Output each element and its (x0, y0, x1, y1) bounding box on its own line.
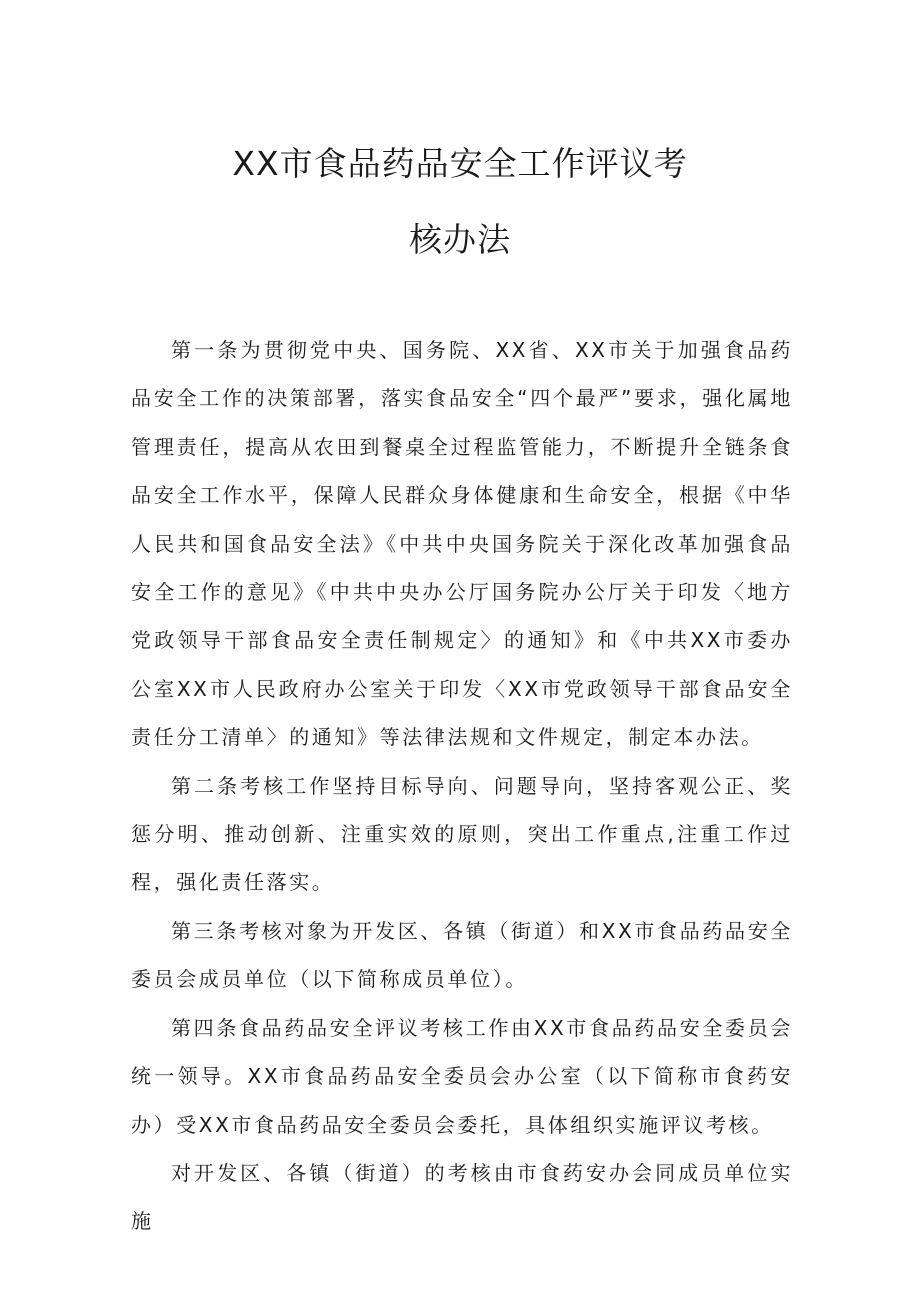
document-title-line-1: XX市食品药品安全工作评议考 (232, 144, 688, 183)
article-1-paragraph: 第一条为贯彻党中央、国务院、XX省、XX市关于加强食品药品安全工作的决策部署，落实食品安全“四个最严”要求，强化属地管理责任，提高从农田到餐桌全过程监管能力，不断提升全链条食品安全工作水平，保障人民群众身体健康和生命安全，根据《中华人民共和国食品安全法》《中共中央国务院关于深化改革加强食品安全工作的意见》《中共中央办公厅国务院办公厅关于印发〈地方党政领导干部食品安全责任制规定〉的通知》和《中共XX市委办公室XX市人民政府办公室关于印发〈XX市党政领导干部食品安全责任分工清单〉的通知》等法律法规和文件规定，制定本办法。 (131, 338, 793, 750)
document-body (131, 326, 793, 1246)
article-4-continuation-paragraph: 对开发区、各镇（街道）的考核由市食药安办会同成员单位实施 (131, 1160, 793, 1234)
article-3-paragraph: 第三条考核对象为开发区、各镇（街道）和XX市食品药品安全委员会成员单位（以下简称成员单位）。 (131, 918, 793, 992)
article-2-paragraph: 第二条考核工作坚持目标导向、问题导向，坚持客观公正、奖惩分明、推动创新、注重实效的原则，突出工作重点,注重工作过程，强化责任落实。 (131, 773, 793, 895)
article-4-paragraph: 第四条食品药品安全评议考核工作由XX市食品药品安全委员会统一领导。XX市食品药品安全委员会办公室（以下简称市食药安办）受XX市食品药品安全委员会委托，具体组织实施评议考核。 (131, 1015, 793, 1137)
document-title-line-2: 核办法 (409, 220, 511, 259)
